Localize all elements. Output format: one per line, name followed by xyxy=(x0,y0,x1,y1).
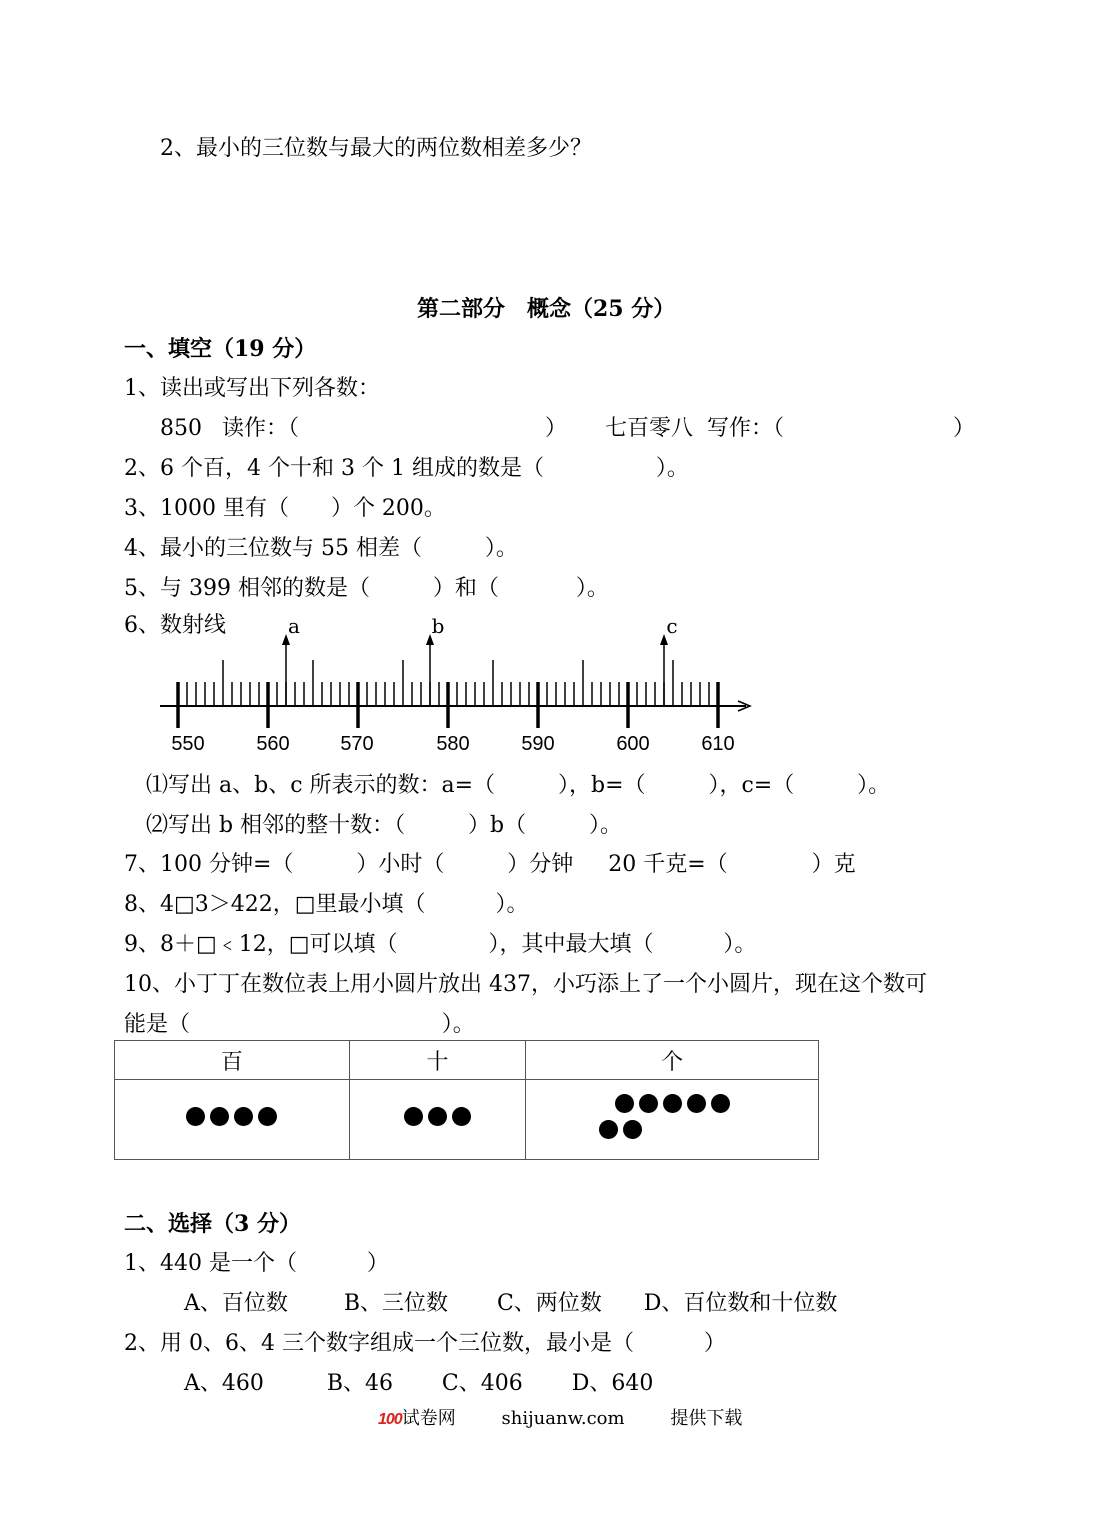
dot-row xyxy=(115,1107,349,1133)
fill-6-2: ⑵写出 b 相邻的整十数：（ ）b（ ）。 xyxy=(146,813,623,838)
hundreds-dots xyxy=(115,1107,349,1133)
fill-10-line-2: 能是（ ）。 xyxy=(124,1012,475,1037)
dot-row xyxy=(526,1094,818,1120)
header-hundreds: 百 xyxy=(115,1041,350,1080)
footer xyxy=(378,1405,742,1434)
fill-8: 8、4□3＞422，□里最小填（ ）。 xyxy=(124,892,529,917)
fill-6-1: ⑴写出 a、b、c 所表示的数：a=（ ），b=（ ），c=（ ）。 xyxy=(146,773,891,798)
choice-1-options: A、百位数 B、三位数 C、两位数 D、百位数和十位数 xyxy=(184,1291,838,1316)
pointer-c-label: c xyxy=(666,614,678,638)
question-2: 2、最小的三位数与最大的两位数相差多少？ xyxy=(160,136,592,161)
tick-label: 580 xyxy=(436,733,470,755)
header-tens: 十 xyxy=(349,1041,526,1080)
tick-label: 590 xyxy=(521,733,555,755)
fill-9: 9、8＋□﹤12，□可以填（ ），其中最大填（ ）。 xyxy=(124,932,757,957)
counter-dot xyxy=(234,1107,253,1126)
fill-4: 4、最小的三位数与 55 相差（ ）。 xyxy=(124,536,518,561)
tick-label: 600 xyxy=(616,733,650,755)
choice-1: 1、440 是一个（ ） xyxy=(124,1251,389,1276)
counter-dot xyxy=(639,1094,658,1113)
dot-row xyxy=(526,1120,818,1146)
fill-10-line-1: 10、小丁丁在数位表上用小圆片放出 437，小巧添上了一个小圆片，现在这个数可 xyxy=(124,972,927,997)
dot-row xyxy=(350,1107,526,1133)
logo-100: 100 xyxy=(378,1411,402,1428)
provide-download: 提供下载 xyxy=(670,1408,743,1429)
counter-dot xyxy=(210,1107,229,1126)
fill-1: 1、读出或写出下列各数： xyxy=(124,376,380,401)
place-value-table xyxy=(114,1040,819,1160)
counter-dot xyxy=(687,1094,706,1113)
fill-5: 5、与 399 相邻的数是（ ）和（ ）。 xyxy=(124,576,609,601)
header-ones: 个 xyxy=(526,1041,819,1080)
site-name: 试卷网 xyxy=(401,1408,456,1429)
tens-dots xyxy=(350,1107,526,1133)
tick-label: 610 xyxy=(701,733,735,755)
fill-1-b-close: ） xyxy=(953,416,976,441)
fill-1-a-number: 850 xyxy=(160,416,202,441)
counter-dot xyxy=(428,1107,447,1126)
counter-dot xyxy=(258,1107,277,1126)
hundreds-cell xyxy=(115,1080,350,1160)
fill-2: 2、6 个百，4 个十和 3 个 1 组成的数是（ ）。 xyxy=(124,456,689,481)
tick-label: 570 xyxy=(340,733,374,755)
tick-label: 560 xyxy=(256,733,290,755)
counter-dot xyxy=(452,1107,471,1126)
counter-dot xyxy=(623,1120,642,1139)
fill-6: 6、数射线 xyxy=(124,613,226,638)
pointer-b-label: b xyxy=(431,614,445,638)
tick-label: 550 xyxy=(171,733,205,755)
fill-1-a-close: ） xyxy=(545,416,568,441)
choice-2: 2、用 0、6、4 三个数字组成一个三位数，最小是（ ） xyxy=(124,1331,726,1356)
counter-dot xyxy=(404,1107,423,1126)
counter-dot xyxy=(186,1107,205,1126)
site-url[interactable]: shijuanw.com xyxy=(501,1408,625,1429)
tens-cell xyxy=(349,1080,526,1160)
counter-dot xyxy=(663,1094,682,1113)
section-1-title: 一、填空（19 分） xyxy=(124,336,317,362)
fill-1-a-label: 读作：（ xyxy=(222,416,300,441)
fill-7: 7、100 分钟=（ ）小时（ ）分钟 20 千克=（ ）克 xyxy=(124,852,856,877)
ones-cell xyxy=(526,1080,819,1160)
section-2-title: 二、选择（3 分） xyxy=(124,1211,301,1237)
ones-dots xyxy=(526,1094,818,1146)
pointer-a-label: a xyxy=(288,614,300,638)
part-title: 第二部分 概念（25 分） xyxy=(417,296,676,322)
choice-2-options: A、460 B、46 C、406 D、640 xyxy=(184,1371,654,1396)
fill-3: 3、1000 里有（ ）个 200。 xyxy=(124,496,446,521)
counter-dot xyxy=(711,1094,730,1113)
counter-dot xyxy=(599,1120,618,1139)
number-ray xyxy=(150,612,770,762)
counter-dot xyxy=(615,1094,634,1113)
fill-1-b-label: 七百零八 写作：（ xyxy=(605,416,784,441)
